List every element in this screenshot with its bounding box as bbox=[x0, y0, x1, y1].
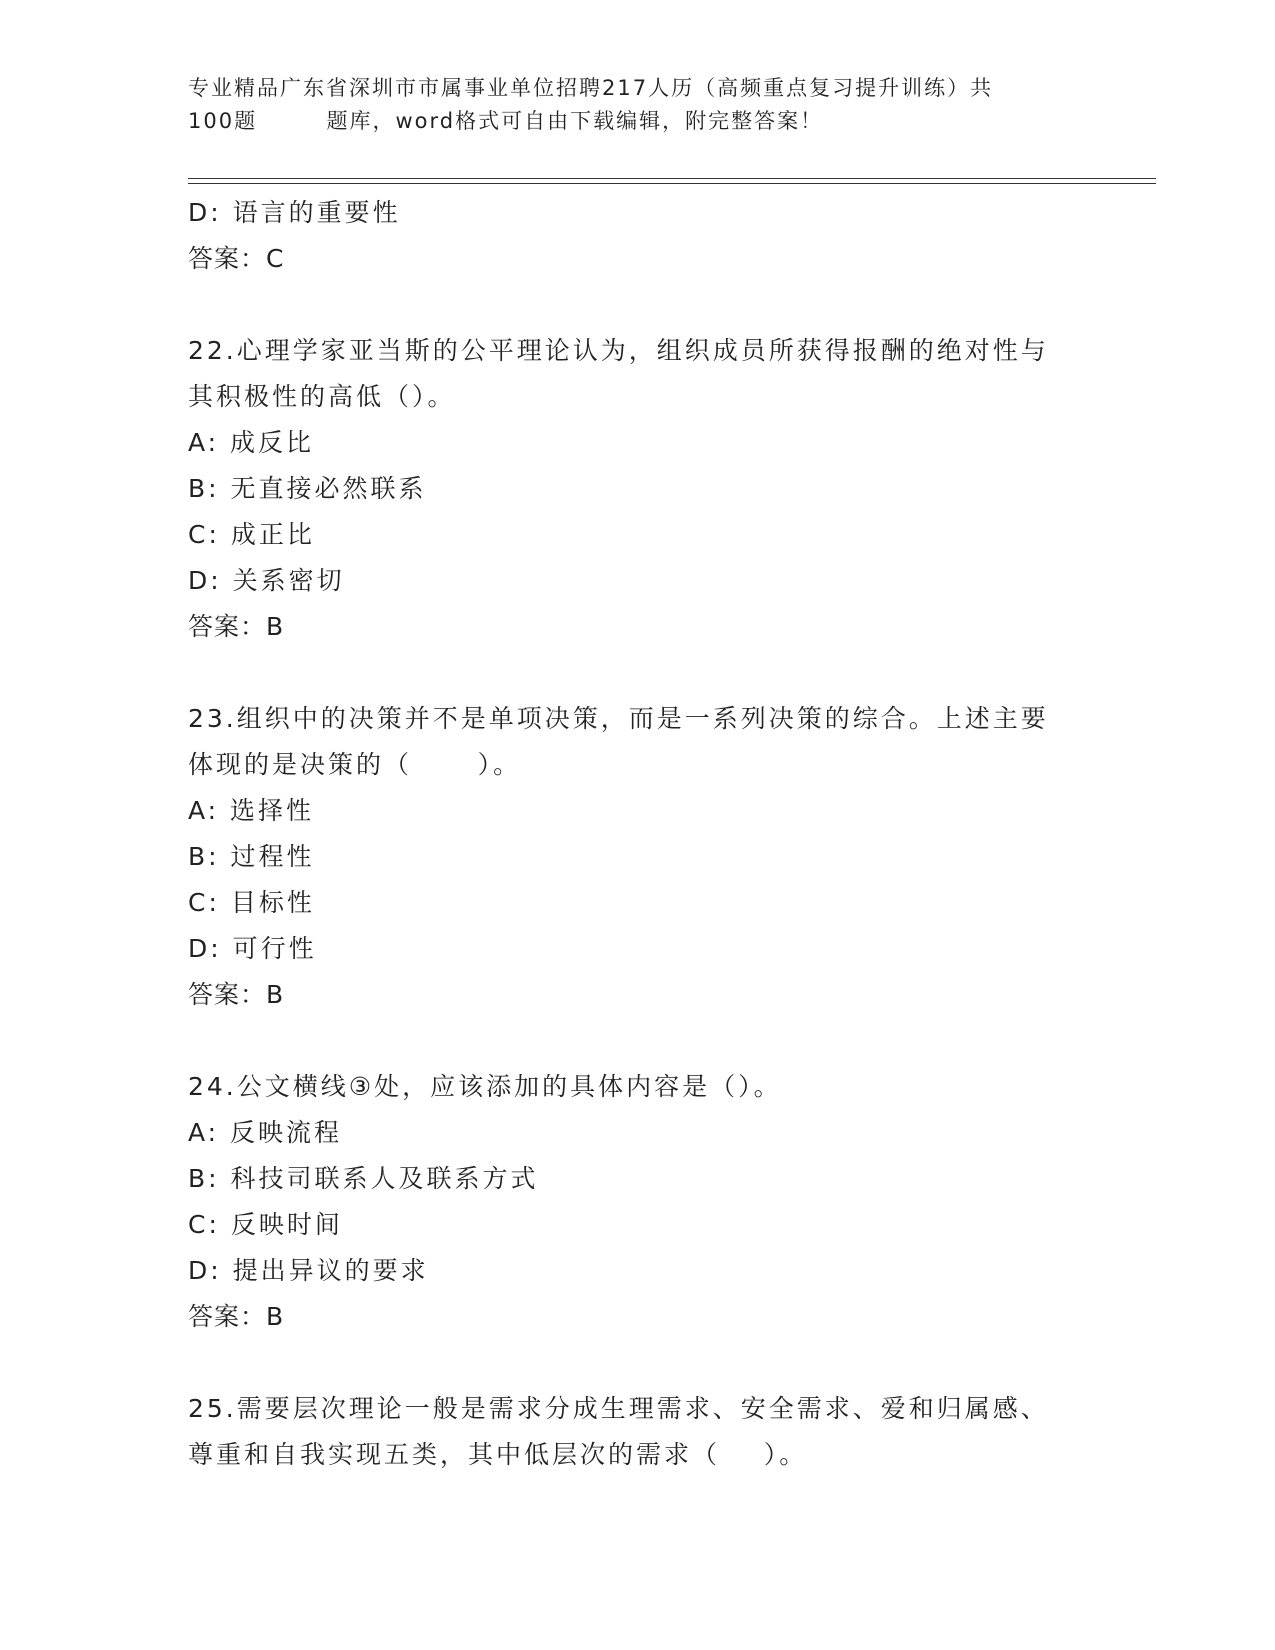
question-stem: 22.心理学家亚当斯的公平理论认为，组织成员所获得报酬的绝对性与 bbox=[188, 336, 1049, 365]
answer: 答案：B bbox=[188, 1302, 285, 1331]
question-stem: 24.公文横线③处，应该添加的具体内容是（）。 bbox=[188, 1072, 782, 1101]
question-stem-cont: 其积极性的高低（）。 bbox=[188, 382, 456, 411]
document-header bbox=[188, 72, 1088, 138]
option-d: D: 提出异议的要求 bbox=[188, 1256, 429, 1285]
header-line-2: 100题 题库，word格式可自由下载编辑，附完整答案！ bbox=[188, 109, 824, 133]
option-b: B: 科技司联系人及联系方式 bbox=[188, 1164, 539, 1193]
option-a: A: 选择性 bbox=[188, 796, 315, 825]
option-c: C: 目标性 bbox=[188, 888, 315, 917]
document-body bbox=[188, 190, 1088, 1478]
answer: 答案：C bbox=[188, 244, 285, 273]
question-23 bbox=[188, 696, 1088, 1018]
header-line-1: 专业精品广东省深圳市市属事业单位招聘217人历（高频重点复习提升训练）共 bbox=[188, 76, 994, 100]
question-prev bbox=[188, 190, 1088, 282]
option-d: D: 语言的重要性 bbox=[188, 198, 401, 227]
question-stem-cont: 尊重和自我实现五类，其中低层次的需求（ ）。 bbox=[188, 1440, 808, 1469]
question-stem-cont: 体现的是决策的（ ）。 bbox=[188, 750, 522, 779]
option-b: B: 无直接必然联系 bbox=[188, 474, 427, 503]
option-a: A: 成反比 bbox=[188, 428, 315, 457]
option-b: B: 过程性 bbox=[188, 842, 315, 871]
question-stem: 25.需要层次理论一般是需求分成生理需求、安全需求、爱和归属感、 bbox=[188, 1394, 1049, 1423]
question-24 bbox=[188, 1064, 1088, 1340]
option-c: C: 反映时间 bbox=[188, 1210, 343, 1239]
answer: 答案：B bbox=[188, 980, 285, 1009]
question-22 bbox=[188, 328, 1088, 650]
question-stem: 23.组织中的决策并不是单项决策，而是一系列决策的综合。上述主要 bbox=[188, 704, 1049, 733]
answer: 答案：B bbox=[188, 612, 285, 641]
option-c: C: 成正比 bbox=[188, 520, 315, 549]
question-25 bbox=[188, 1386, 1088, 1478]
option-a: A: 反映流程 bbox=[188, 1118, 343, 1147]
option-d: D: 关系密切 bbox=[188, 566, 345, 595]
header-rule-top bbox=[188, 178, 1156, 179]
header-rule-bottom bbox=[188, 183, 1156, 184]
option-d: D: 可行性 bbox=[188, 934, 317, 963]
